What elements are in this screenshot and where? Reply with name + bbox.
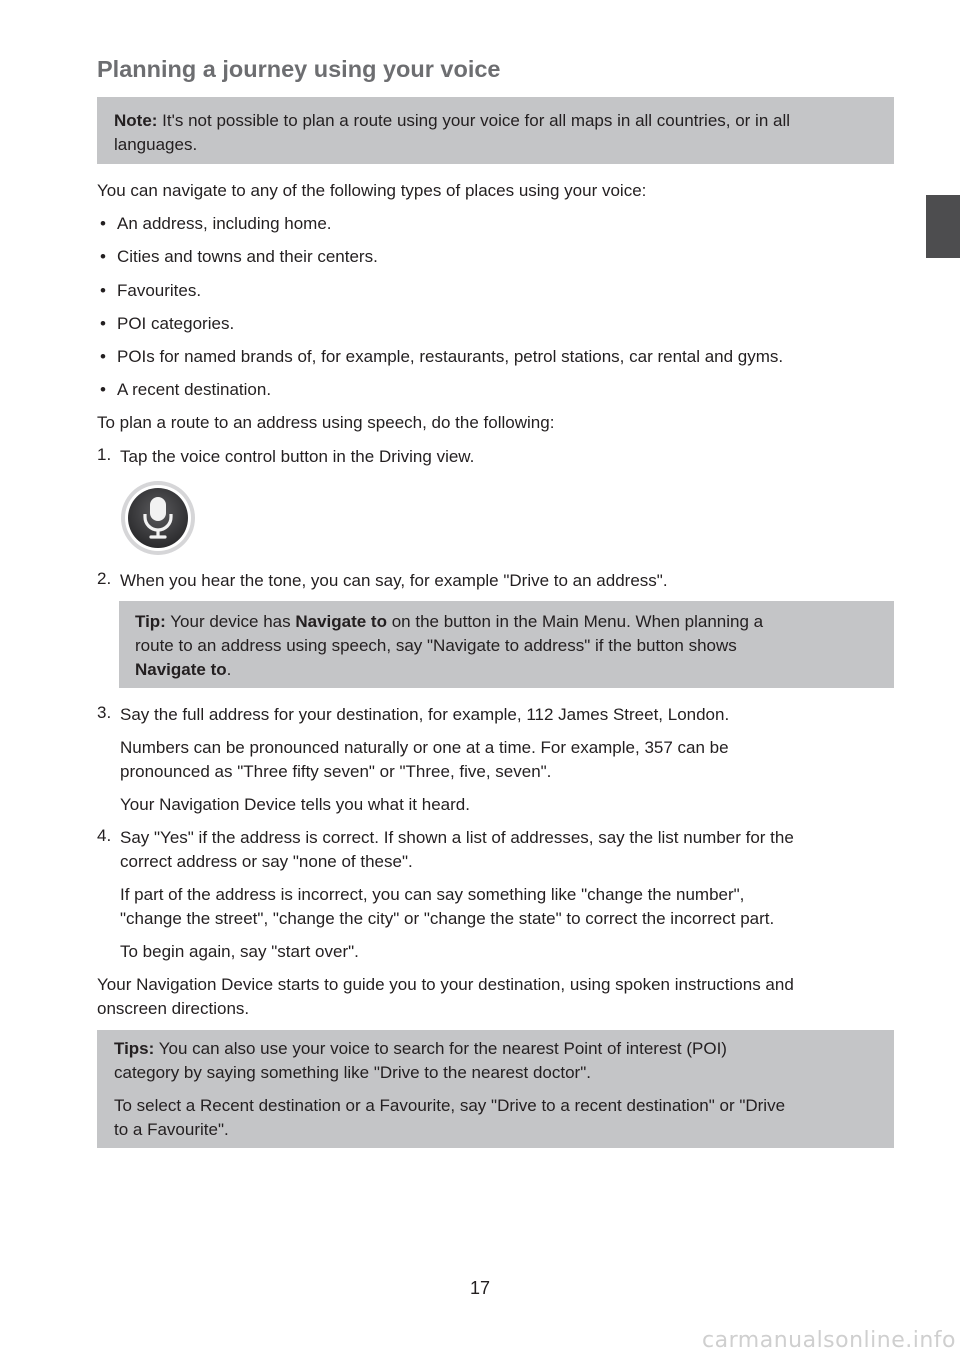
bullet-dot: •	[100, 281, 106, 300]
step-4-para-1-line-2: "change the street", "change the city" or "change the state" to correct the incorrect part.	[120, 909, 775, 928]
page-title: Planning a journey using your voice	[97, 56, 501, 82]
step-4-para-2: To begin again, say "start over".	[120, 942, 359, 961]
tips-label: Tips:	[114, 1039, 155, 1058]
bullet-dot: •	[100, 214, 106, 233]
bullet-dot: •	[100, 314, 106, 333]
tips-line-2: category by saying something like "Drive to the nearest doctor".	[114, 1063, 591, 1082]
tips-line-3: To select a Recent destination or a Favourite, say "Drive to a recent destination" or "Drive	[114, 1096, 786, 1115]
page-number: 17	[469, 1278, 491, 1298]
step-4-number: 4.	[97, 826, 112, 845]
voice-control-button[interactable]	[120, 480, 196, 556]
step-4-line-2: correct address or say "none of these".	[120, 852, 413, 871]
closing-line-1: Your Navigation Device starts to guide you to your destination, using spoken instructions and	[97, 975, 794, 994]
step-2-text: When you hear the tone, you can say, for example "Drive to an address".	[120, 571, 668, 590]
watermark: carmanualsonline.info	[702, 1328, 956, 1353]
tip-line-2: route to an address using speech, say "Navigate to address" if the button shows	[135, 636, 737, 655]
step-1-number: 1.	[97, 445, 112, 464]
step-3-text: Say the full address for your destination, for example, 112 James Street, London.	[120, 705, 730, 724]
note-box	[97, 97, 894, 164]
tips-box	[97, 1030, 894, 1148]
step-3-para-1-line-2: pronounced as "Three fifty seven" or "Three, five, seven".	[120, 762, 552, 781]
note-label: Note:	[114, 111, 158, 130]
step-4-line-1: Say "Yes" if the address is correct. If shown a list of addresses, say the list number for the	[120, 828, 794, 847]
chapter-side-tab	[926, 195, 960, 258]
closing-line-2: onscreen directions.	[97, 999, 250, 1018]
bullet-dot: •	[100, 380, 106, 399]
instruction-text: To plan a route to an address using speech, do the following:	[97, 413, 555, 432]
tip-navigate-to-1: Navigate to	[295, 612, 387, 631]
microphone-icon	[120, 480, 196, 556]
note-line-1: Note: It's not possible to plan a route using your voice for all maps in all countries, or in all	[114, 111, 791, 130]
intro-text: You can navigate to any of the following types of places using your voice:	[97, 181, 647, 200]
tip-navigate-to-2: Navigate to	[135, 660, 227, 679]
step-4-para-1-line-1: If part of the address is incorrect, you can say something like "change the number",	[120, 885, 745, 904]
tip-line-3: Navigate to.	[135, 660, 232, 679]
tips-line-1: Tips: You can also use your voice to search for the nearest Point of interest (POI)	[114, 1039, 727, 1058]
note-line-2: languages.	[114, 135, 198, 154]
tip-label: Tip:	[135, 612, 166, 631]
tip-line-1: Tip: Your device has Navigate to on the button in the Main Menu. When planning a	[135, 612, 764, 631]
tips-line-4: to a Favourite".	[114, 1120, 229, 1139]
bullet-dot: •	[100, 247, 106, 266]
step-2-number: 2.	[97, 569, 112, 588]
step-3-number: 3.	[97, 703, 112, 722]
step-3-para-1-line-1: Numbers can be pronounced naturally or one at a time. For example, 357 can be	[120, 738, 729, 757]
step-1-text: Tap the voice control button in the Driving view.	[120, 447, 475, 466]
step-3-para-2: Your Navigation Device tells you what it heard.	[120, 795, 470, 814]
bullet-dot: •	[100, 347, 106, 366]
tip-box	[119, 601, 894, 688]
